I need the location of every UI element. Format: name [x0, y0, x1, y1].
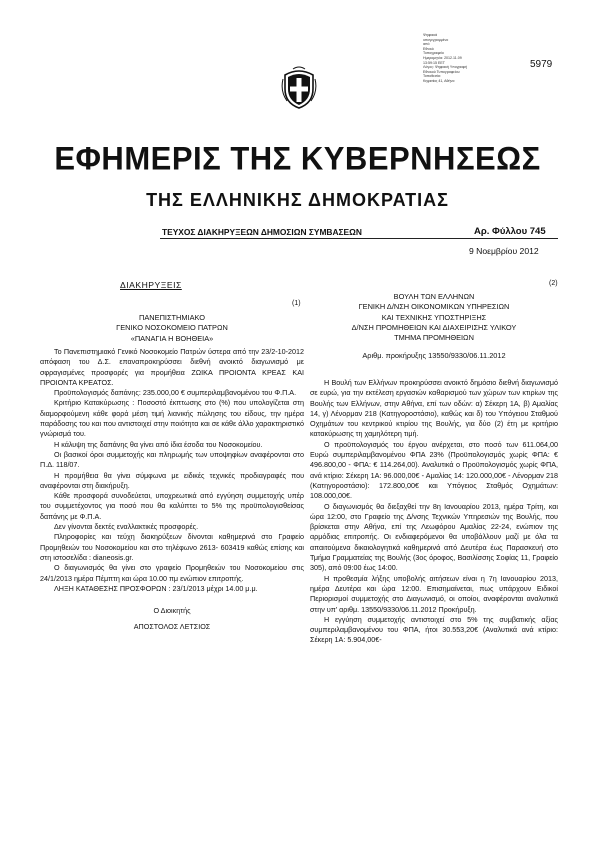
paragraph: ΛΗΞΗ ΚΑΤΑΘΕΣΗΣ ΠΡΟΣΦΟΡΩΝ : 23/1/2013 μέχρι 14.00 μ.μ.: [54, 583, 258, 593]
paragraph: Δεν γίνονται δεκτές εναλλακτικές προσφορές.: [54, 522, 199, 532]
header-rule: [160, 238, 558, 239]
digital-signature-block: Ψηφιακά υπογεγραμμένο από Εθνικό Τυπογραφείο Ημερομηνία: 2012.11.09 13:59:15 EET Λόγος: Ψηφιακή Υπογραφή Εθνικού Τυπογραφείου Τοποθεσία: Κηφισίας 41, Αθήνα: [423, 33, 467, 83]
right-notice-body: [310, 378, 558, 646]
gazette-title: ΕΦΗΜΕΡΙΣ ΤΗΣ ΚΥΒΕΡΝΗΣΕΩΣ: [54, 140, 541, 177]
paragraph: Ο διαγωνισμός θα γίνει στο γραφείο Προμηθειών του Νοσοκομείου στις 24/1/2013 ημέρα Πέμπτη και ώρα 10.00 πμ ενώπιον επιτροπής.: [40, 563, 304, 583]
issue-date: 9 Νοεμβρίου 2012: [469, 246, 539, 256]
notice-marker-1: (1): [292, 300, 301, 307]
paragraph: Η προθεσμία λήξης υποβολής αιτήσεων είναι η 7η Ιανουαρίου 2013, ημέρα Δευτέρα και ώρα 12:00. Επισημαίνεται, πως υπάρχουν Ειδικοί Περιορισμοί συμμετοχής στο Διαγωνισμό, οι οποίοι, αναφέρονται αναλυτικά στην υπ' αριθμ. 13550/9330/06.11.2012 Προκήρυξη.: [310, 573, 558, 614]
right-notice-heading: ΒΟΥΛΗ ΤΩΝ ΕΛΛΗΝΩΝ ΓΕΝΙΚΗ Δ/ΝΣΗ ΟΙΚΟΝΟΜΙΚΩΝ ΥΠΗΡΕΣΙΩΝ ΚΑΙ ΤΕΧΝΙΚΗΣ ΥΠΟΣΤΗΡΙΞΗΣ Δ/ΝΣΗ ΠΡΟΜΗΘΕΙΩΝ ΚΑΙ ΔΙΑΧΕΙΡΙΣΗΣ ΥΛΙΚΟΥ ΤΜΗΜΑ ΠΡΟΜΗΘΕΙΩΝ Αριθμ. προκήρυξης 13550/9330/06.11.2012: [310, 292, 558, 362]
paragraph: Κριτήριο Κατακύρωσης : Ποσοστό έκπτωσης στο (%) που υπολογίζεται στη διαμορφούμενη κάθε φορά μέση τιμή λιανικής πώλησης του είδους, την ημέρα παράδοσης του και που αντιστοιχεί στην ποιότητα και σε κάθε άλλο χαρακτηριστικό γνώρισμά του.: [40, 398, 304, 439]
signer-title: Ο Διοικητής: [153, 606, 191, 616]
notice-marker-2: (2): [549, 280, 558, 287]
paragraph: Ο διαγωνισμός θα διεξαχθεί την 8η Ιανουαρίου 2013, ημέρα Τρίτη, και ώρα 12:00, στο Γραφείο της Δ/νσης Τεχνικών Υπηρεσιών της Βουλής, που βρίσκεται στην Αθήνα, επί της Λεωφόρου Αμαλίας 22-24, ενώπιον της αρμόδιας επιτροπής. Οι ενδιαφερόμενοι θα υποβάλλουν μαζί με όλα τα απαιτούμενα δικαιολογητικά καθημερινά από Δευτέρα έως Παρασκευή στο Τμήμα Γραμματείας της Βουλής (3ος όροφος, Βασιλίσσης Σοφίας 11, Γραφείο 305), από 09:00 έως 14:00.: [310, 501, 558, 573]
page-number: 5979: [530, 59, 553, 70]
paragraph: Η εγγύηση συμμετοχής αντιστοιχεί στο 5% της συμβατικής αξίας συμπεριλαμβανομένου του ΦΠΑ, ήτοι 30.553,20€ (Αναλυτικά ανά κτίριο: Σέκερη 1Α: 5.904,00€-: [310, 614, 558, 645]
paragraph: Η προμήθεια θα γίνει σύμφωνα με ειδικές τεχνικές προδιαγραφές που αναφέρονται στη διακήρυξη.: [40, 470, 304, 490]
left-notice-heading: ΠΑΝΕΠΙΣΤΗΜΙΑΚΟ ΓΕΝΙΚΟ ΝΟΣΟΚΟΜΕΙΟ ΠΑΤΡΩΝ «ΠΑΝΑΓΙΑ Η ΒΟΗΘΕΙΑ»: [116, 313, 228, 343]
sheet-number: Αρ. Φύλλου 745: [474, 226, 546, 237]
paragraph: Προϋπολογισμός δαπάνης: 235.000,00 € συμπεριλαμβανομένου του Φ.Π.Α.: [54, 388, 297, 398]
paragraph: Οι βασικοί όροι συμμετοχής και πληρωμής των υποψηφίων αναφέρονται στο Π.Δ. 118/07.: [40, 449, 304, 470]
greek-coat-of-arms-emblem: [281, 65, 317, 109]
left-notice-body: [40, 347, 304, 633]
paragraph: Κάθε προσφορά συνοδεύεται, υποχρεωτικά από εγγύηση συμμετοχής υπέρ του συμμετέχοντος για ποσό που θα καλύπτει το 5% της προϋπολογισθείσας δαπάνης με Φ.Π.Α.: [40, 491, 304, 521]
paragraph: Ο προϋπολογισμός του έργου ανέρχεται, στο ποσό των 611.064,00 Ευρώ συμπεριλαμβανομένου ΦΠΑ 23% (Προϋπολογισμός χωρίς ΦΠΑ: € 496.800,00 - ΦΠΑ: € 114.264,00). Αναλυτικά ο Προϋπολογισμός χωρίς ΦΠΑ, ανά κτίριο: Σέκερη 1Α: 96.000,00€ - Αμαλίας 14: 120.000,00€ - Λένορμαν 218 (Κατηγοροστάσιο): 172.800,00€ και Υπόγειος Σταθμός Οχημάτων: 108.000,00€.: [310, 439, 558, 501]
paragraph: Η κάλυψη της δαπάνης θα γίνει από ίδια έσοδα του Νοσοκομείου.: [54, 439, 263, 449]
signer-name: ΑΠΟΣΤΟΛΟΣ ΛΕΤΣΙΟΣ: [133, 622, 211, 632]
section-heading: ΔΙΑΚΗΡΥΞΕΙΣ: [120, 280, 182, 290]
paragraph: Το Πανεπιστημιακό Γενικό Νοσοκομείο Πατρών ύστερα από την 23/2-10-2012 απόφαση του Δ.Σ. επαναπροκηρύσσει διεθνή ανοικτό διαγωνισμό με σφραγισμένες προσφορές για προμήθεια ΖΩΙΚΑ ΠΡΟΙΟΝΤΑ ΚΡΕΑΣ ΚΑΙ ΠΡΟΙΟΝΤΑ ΚΡΕΑΤΟΣ.: [40, 347, 304, 387]
paragraph: Πληροφορίες και τεύχη διακηρύξεων δίνονται καθημερινά στο Γραφείο Προμηθειών του Νοσοκομείου και στο τηλέφωνο 2613- 603419 καθώς επίσης και στη ιστοσελίδα : dianeosis.gr.: [40, 532, 304, 562]
proclamation-ref: Αριθμ. προκήρυξης 13550/9330/06.11.2012: [362, 351, 506, 361]
paragraph: Η Βουλή των Ελλήνων προκηρύσσει ανοικτό δημόσιο διεθνή διαγωνισμό σε ευρώ, για την εκτέλεση εργασιών καθαρισμού των χώρων των κτιρίων της Βουλής των Ελλήνων, στην Αθήνα, επί των οδών: α) Σέκερη 1Α, β) Αμαλίας 14, γ) Λένορμαν 218 (Κατηγοροστάσιο), καθώς και δ) του Υπόγειου Σταθμού Οχημάτων του κεντρικού κτιρίου της Βουλής, για δύο (2) έτη με κριτήριο κατακύρωσης τη χαμηλότερη τιμή.: [310, 378, 558, 439]
issue-type: ΤΕΥΧΟΣ ΔΙΑΚΗΡΥΞΕΩΝ ΔΗΜΟΣΙΩΝ ΣΥΜΒΑΣΕΩΝ: [162, 227, 362, 237]
gazette-subtitle: ΤΗΣ ΕΛΛΗΝΙΚΗΣ ΔΗΜΟΚΡΑΤΙΑΣ: [146, 190, 449, 210]
